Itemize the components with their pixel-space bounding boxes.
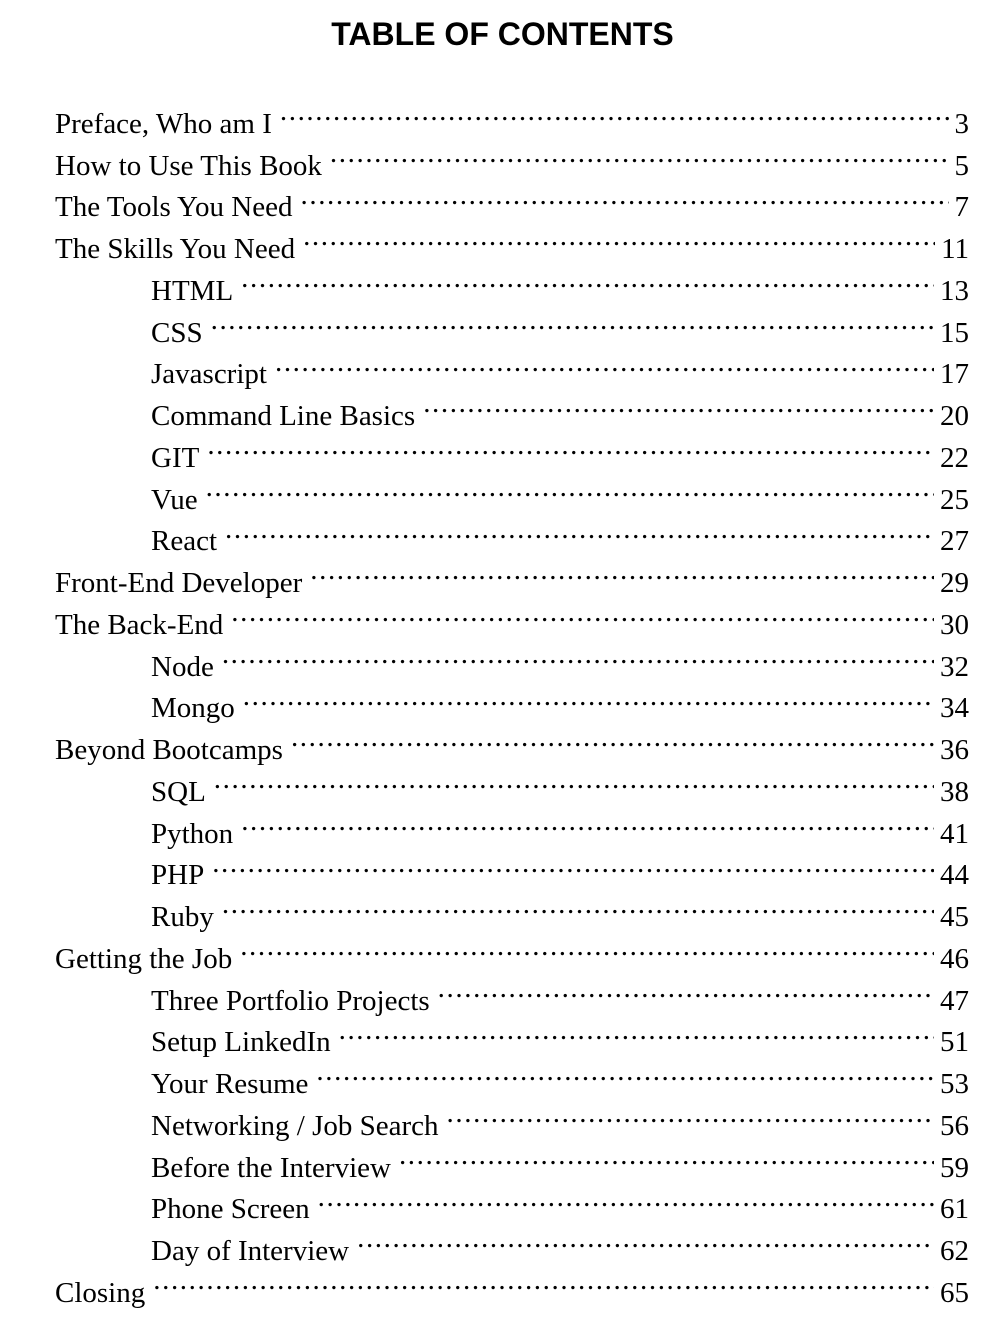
toc-dot-leader bbox=[153, 1260, 934, 1302]
toc-entry-label: Your Resume bbox=[151, 1068, 309, 1100]
toc-dot-leader bbox=[222, 634, 934, 676]
toc-dot-leader bbox=[207, 425, 934, 467]
toc-page-number: 20 bbox=[940, 400, 969, 432]
toc-page-number: 41 bbox=[940, 817, 969, 850]
toc-entry-label: Closing bbox=[55, 1276, 146, 1309]
toc-entry-label: Beyond Bootcamps bbox=[55, 734, 283, 766]
toc-entry-label: Command Line Basics bbox=[151, 400, 416, 432]
toc-entry-label: HTML bbox=[151, 274, 234, 307]
toc-entry-label: SQL bbox=[151, 775, 206, 808]
toc-entry-label: The Skills You Need bbox=[55, 233, 296, 265]
toc-dot-leader bbox=[447, 1093, 934, 1135]
toc-page-number: 11 bbox=[941, 233, 969, 265]
toc-dot-leader bbox=[206, 467, 934, 509]
toc-entry-label: Front-End Developer bbox=[55, 567, 303, 599]
toc-entry-label: PHP bbox=[151, 859, 205, 892]
toc-dot-leader bbox=[423, 383, 934, 425]
toc-page-number: 51 bbox=[940, 1026, 969, 1059]
toc-dot-leader bbox=[231, 592, 934, 634]
toc-page-number: 13 bbox=[940, 274, 969, 307]
toc-dot-leader bbox=[211, 300, 934, 342]
toc-dot-leader bbox=[438, 968, 934, 1010]
toc-page-number: 5 bbox=[954, 149, 969, 182]
toc-list bbox=[55, 91, 969, 1309]
toc-dot-leader bbox=[280, 91, 949, 133]
toc-dot-leader bbox=[330, 133, 949, 175]
toc-entry-label: Three Portfolio Projects bbox=[151, 984, 430, 1017]
toc-entry-label: Preface, Who am I bbox=[55, 107, 272, 140]
toc-page-number: 7 bbox=[954, 191, 969, 224]
toc-page-number: 30 bbox=[940, 608, 969, 641]
toc-dot-leader bbox=[214, 759, 934, 801]
toc-page-number: 62 bbox=[940, 1235, 969, 1267]
toc-page-number: 44 bbox=[940, 859, 969, 892]
toc-page-number: 22 bbox=[940, 441, 969, 474]
toc-entry-label: The Tools You Need bbox=[55, 191, 293, 224]
toc-page-number: 27 bbox=[940, 525, 969, 558]
toc-page-number: 32 bbox=[940, 650, 969, 683]
toc-dot-leader bbox=[241, 801, 934, 843]
toc-page-number: 59 bbox=[940, 1151, 969, 1184]
toc-dot-leader bbox=[241, 258, 934, 300]
toc-dot-leader bbox=[225, 509, 934, 551]
toc-entry-label: GIT bbox=[151, 441, 200, 474]
toc-entry-label: Before the Interview bbox=[151, 1151, 391, 1184]
toc-dot-leader bbox=[303, 216, 935, 258]
toc-entry-label: Ruby bbox=[151, 901, 214, 933]
toc-dot-leader bbox=[291, 717, 934, 759]
toc-dot-leader bbox=[240, 926, 934, 968]
toc-entry-label: Vue bbox=[151, 483, 198, 516]
toc-dot-leader bbox=[357, 1218, 934, 1260]
toc-page-number: 29 bbox=[940, 567, 969, 599]
toc-dot-leader bbox=[316, 1051, 934, 1093]
toc-page-number: 45 bbox=[940, 901, 969, 933]
toc-entry bbox=[55, 91, 969, 140]
toc-page-number: 56 bbox=[940, 1109, 969, 1142]
toc-entry-label: Phone Screen bbox=[151, 1193, 310, 1226]
toc-dot-leader bbox=[339, 1010, 934, 1052]
toc-page-number: 36 bbox=[940, 734, 969, 766]
toc-dot-leader bbox=[243, 676, 934, 718]
toc-dot-leader bbox=[301, 175, 949, 217]
toc-dot-leader bbox=[222, 884, 934, 926]
toc-entry-label: How to Use This Book bbox=[55, 149, 322, 182]
toc-page-number: 17 bbox=[940, 358, 969, 391]
toc-dot-leader bbox=[275, 342, 934, 384]
toc-entry-label: Setup LinkedIn bbox=[151, 1026, 331, 1059]
page-title: TABLE OF CONTENTS bbox=[331, 16, 674, 52]
toc-page-number: 47 bbox=[940, 984, 969, 1017]
toc-entry-label: CSS bbox=[151, 316, 203, 349]
toc-dot-leader bbox=[310, 550, 934, 592]
toc-page-number: 34 bbox=[940, 692, 969, 725]
toc-page-number: 53 bbox=[940, 1068, 969, 1100]
toc-entry-label: Mongo bbox=[151, 692, 235, 725]
toc-page-number: 25 bbox=[940, 483, 969, 516]
toc-page-number: 46 bbox=[940, 942, 969, 975]
toc-entry-label: React bbox=[151, 525, 218, 558]
toc-entry-label: The Back-End bbox=[55, 608, 224, 641]
toc-page-number: 38 bbox=[940, 775, 969, 808]
toc-page-number: 15 bbox=[940, 316, 969, 349]
toc-entry-label: Networking / Job Search bbox=[151, 1109, 439, 1142]
toc-entry-label: Python bbox=[151, 817, 234, 850]
toc-page-number: 61 bbox=[940, 1193, 969, 1226]
toc-page-number: 65 bbox=[940, 1276, 969, 1309]
toc-entry-label: Getting the Job bbox=[55, 942, 233, 975]
toc-dot-leader bbox=[399, 1135, 934, 1177]
toc-entry bbox=[55, 1260, 969, 1309]
toc-entry-label: Node bbox=[151, 650, 214, 683]
toc-dot-leader bbox=[212, 843, 934, 885]
toc-dot-leader bbox=[318, 1177, 934, 1219]
toc-entry-label: Javascript bbox=[151, 358, 267, 391]
toc-page-number: 3 bbox=[954, 107, 969, 140]
toc-entry-label: Day of Interview bbox=[151, 1235, 350, 1267]
